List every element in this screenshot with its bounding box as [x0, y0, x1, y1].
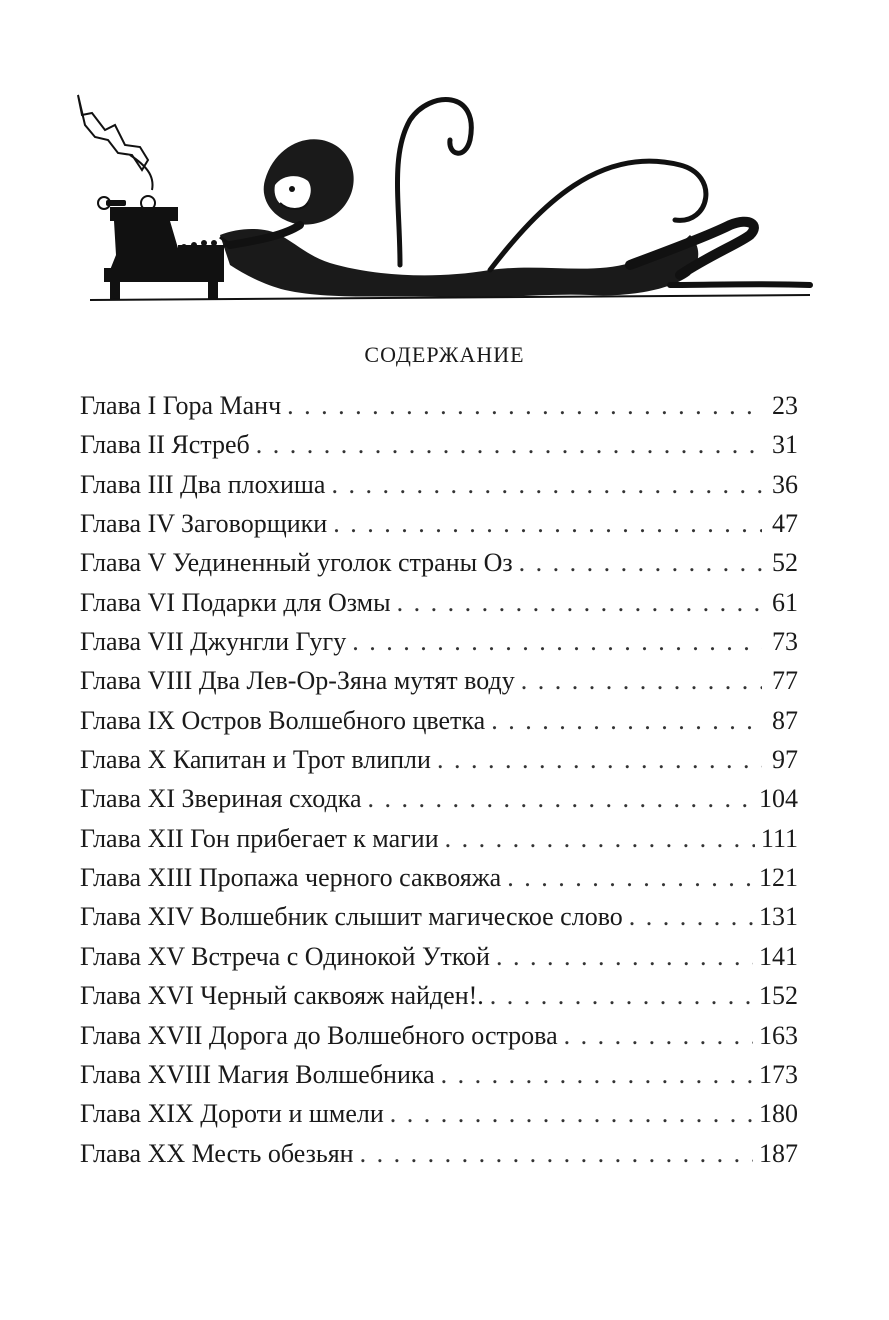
toc-title: СОДЕРЖАНИЕ: [364, 342, 525, 367]
dot-leader: [352, 622, 762, 661]
dot-leader: [496, 937, 753, 976]
dot-leader: [445, 819, 755, 858]
dot-leader: [490, 976, 753, 1015]
toc-entry-page: 73: [772, 627, 798, 657]
toc-entry-label: Глава V Уединенный уголок страны Оз: [80, 548, 513, 578]
toc-list: [80, 386, 798, 1173]
toc-entry[interactable]: [80, 504, 798, 543]
toc-entry-label: Глава II Ястреб: [80, 430, 250, 460]
dot-leader: [519, 543, 762, 582]
toc-entry-page: 31: [772, 430, 798, 460]
dot-leader: [521, 661, 762, 700]
toc-entry[interactable]: [80, 622, 798, 661]
toc-entry-page: 36: [772, 469, 798, 499]
toc-entry-page: 173: [759, 1059, 798, 1089]
toc-entry-label: Глава XIII Пропажа черного саквояжа: [80, 863, 502, 893]
toc-entry-label: Глава XVII Дорога до Волшебного острова: [80, 1020, 558, 1050]
toc-entry-page: 61: [772, 587, 798, 617]
toc-entry-label: Глава XIV Волшебник слышит магическое слово: [80, 902, 623, 932]
toc-entry-label: Глава VIII Два Лев-Ор-Зяна мутят воду: [80, 666, 515, 696]
toc-entry-label: Глава XI Звериная сходка: [80, 784, 362, 814]
dot-leader: [437, 740, 762, 779]
dot-leader: [507, 858, 753, 897]
toc-entry-page: 52: [772, 548, 798, 578]
dot-leader: [360, 1134, 753, 1173]
toc-entry-label: Глава XV Встреча с Одинокой Уткой: [80, 941, 490, 971]
toc-entry-page: 97: [772, 745, 798, 775]
toc-entry-page: 152: [759, 981, 798, 1011]
toc-entry-page: 131: [759, 902, 798, 932]
dot-leader: [333, 504, 762, 543]
toc-entry[interactable]: [80, 897, 798, 936]
toc-entry[interactable]: [80, 1094, 798, 1133]
toc-entry[interactable]: [80, 858, 798, 897]
dot-leader: [256, 425, 762, 464]
monkey-typewriter-illustration: [70, 85, 820, 315]
toc-entry[interactable]: [80, 543, 798, 582]
toc-entry-label: Глава VII Джунгли Гугу: [80, 627, 347, 657]
toc-entry-label: Глава XVI Черный саквояж найден!.: [80, 981, 484, 1011]
toc-entry[interactable]: [80, 1016, 798, 1055]
dot-leader: [367, 779, 753, 818]
toc-entry-label: Глава X Капитан и Трот влипли: [80, 745, 431, 775]
toc-entry[interactable]: [80, 937, 798, 976]
toc-entry[interactable]: [80, 1134, 798, 1173]
dot-leader: [390, 1094, 753, 1133]
toc-entry[interactable]: [80, 425, 798, 464]
toc-entry[interactable]: [80, 386, 798, 425]
dot-leader: [441, 1055, 753, 1094]
toc-entry[interactable]: [80, 779, 798, 818]
toc-entry[interactable]: [80, 583, 798, 622]
toc-entry-page: 47: [772, 509, 798, 539]
dot-leader: [629, 897, 753, 936]
toc-entry[interactable]: [80, 1055, 798, 1094]
toc-entry-page: 87: [772, 705, 798, 735]
toc-entry-page: 104: [759, 784, 798, 814]
toc-entry-page: 163: [759, 1020, 798, 1050]
dot-leader: [491, 701, 762, 740]
toc-entry[interactable]: [80, 976, 798, 1015]
toc-entry-page: 187: [759, 1138, 798, 1168]
toc-entry-label: Глава XII Гон прибегает к магии: [80, 823, 439, 853]
toc-entry-label: Глава XX Месть обезьян: [80, 1138, 354, 1168]
toc-entry-page: 121: [759, 863, 798, 893]
toc-entry-label: Глава XVIII Магия Волшебника: [80, 1059, 435, 1089]
toc-entry[interactable]: [80, 701, 798, 740]
dot-leader: [564, 1016, 753, 1055]
toc-entry-label: Глава III Два плохиша: [80, 469, 326, 499]
toc-entry[interactable]: [80, 819, 798, 858]
dot-leader: [397, 583, 762, 622]
dot-leader: [287, 386, 762, 425]
toc-entry-page: 111: [760, 823, 798, 853]
toc-entry-label: Глава I Гора Манч: [80, 391, 282, 420]
toc-entry-page: 77: [772, 666, 798, 696]
toc-entry-label: Глава XIX Дороти и шмели: [80, 1099, 384, 1129]
toc-entry-label: Глава IV Заговорщики: [80, 509, 328, 539]
toc-entry[interactable]: [80, 740, 798, 779]
toc-entry-label: Глава VI Подарки для Озмы: [80, 587, 391, 617]
toc-entry-page: 180: [759, 1099, 798, 1129]
dot-leader: [331, 465, 762, 504]
toc-entry-label: Глава IX Остров Волшебного цветка: [80, 705, 486, 735]
toc-entry[interactable]: [80, 661, 798, 700]
toc-entry-page: 23: [772, 391, 798, 420]
toc-entry[interactable]: [80, 465, 798, 504]
toc-entry-page: 141: [759, 941, 798, 971]
